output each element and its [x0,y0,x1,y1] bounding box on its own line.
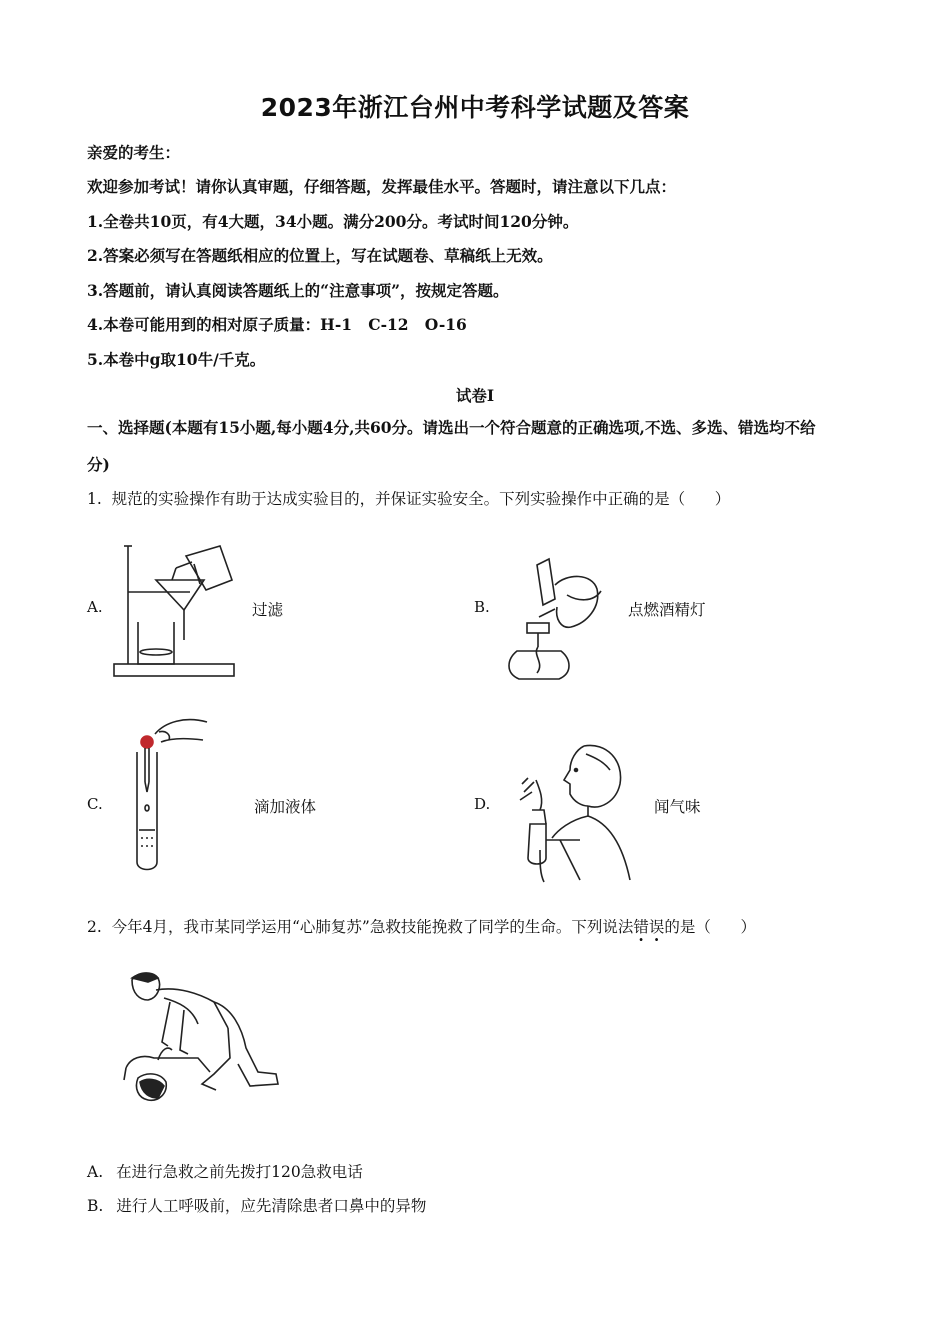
q1-option-c-letter: C. [87,795,103,813]
note-2: 2.答案必须写在答题纸相应的位置上，写在试题卷、草稿纸上无效。 [87,246,553,265]
note-3: 3.答题前，请认真阅读答题纸上的“注意事项”，按规定答题。 [87,281,509,300]
q2-option-b [87,1196,426,1216]
q1-stem: 1. 规范的实验操作有助于达成实验目的，并保证实验安全。下列实验操作中正确的是（ ） [87,490,731,508]
q1-option-b-label: 点燃酒精灯 [628,601,706,619]
q2-stem-end: 的是（ ） [664,918,756,936]
q2-option-b-letter: B. [87,1197,104,1215]
cpr-illustration [118,968,288,1118]
smelling-odor-illustration [500,740,640,885]
q1-option-d-label: 闻气味 [654,798,701,816]
note-4: 4.本卷可能用到的相对原子质量：H-1 C-12 O-16 [87,315,467,334]
q2-stem-emphasis-1: 错 [633,918,649,936]
q1-option-a-letter: A. [87,598,103,616]
q1-option-c-label: 滴加液体 [254,798,317,816]
q2-option-a [87,1162,363,1182]
filtration-illustration [110,540,240,685]
greeting: 亲爱的考生： [87,143,181,162]
q1-option-a-label: 过滤 [252,601,284,619]
paper-section-title: 试卷Ⅰ [455,386,495,405]
welcome-text: 欢迎参加考试！请你认真审题，仔细答题，发挥最佳水平。答题时，请注意以下几点： [87,177,677,196]
note-5: 5.本卷中g取10牛/千克。 [87,350,266,369]
q2-option-b-text: 进行人工呼吸前，应先清除患者口鼻中的异物 [116,1197,427,1215]
q1-option-d-letter: D. [474,795,491,813]
q2-stem-text: 2. 今年4月，我市某同学运用“心肺复苏”急救技能挽救了同学的生命。下列说法 [87,918,634,936]
part1-heading: 一、选择题(本题有15小题,每小题4分,共60分。请选出一个符合题意的正确选项,不选、多选、错选均不给 [87,418,816,437]
dropping-liquid-illustration [125,712,215,877]
lighting-alcohol-lamp-illustration [497,555,612,685]
q2-stem-emphasis-2: 误 [648,918,665,936]
q2-option-a-letter: A. [87,1163,104,1181]
note-1: 1.全卷共10页，有4大题，34小题。满分200分。考试时间120分钟。 [87,212,579,231]
q1-option-b-letter: B. [474,598,490,616]
q2-option-a-text: 在进行急救之前先拨打120急救电话 [116,1163,363,1181]
q2-stem [87,917,756,937]
page-title: 2023年浙江台州中考科学试题及答案 [260,93,690,122]
part1-heading-cont: 分) [87,455,110,474]
